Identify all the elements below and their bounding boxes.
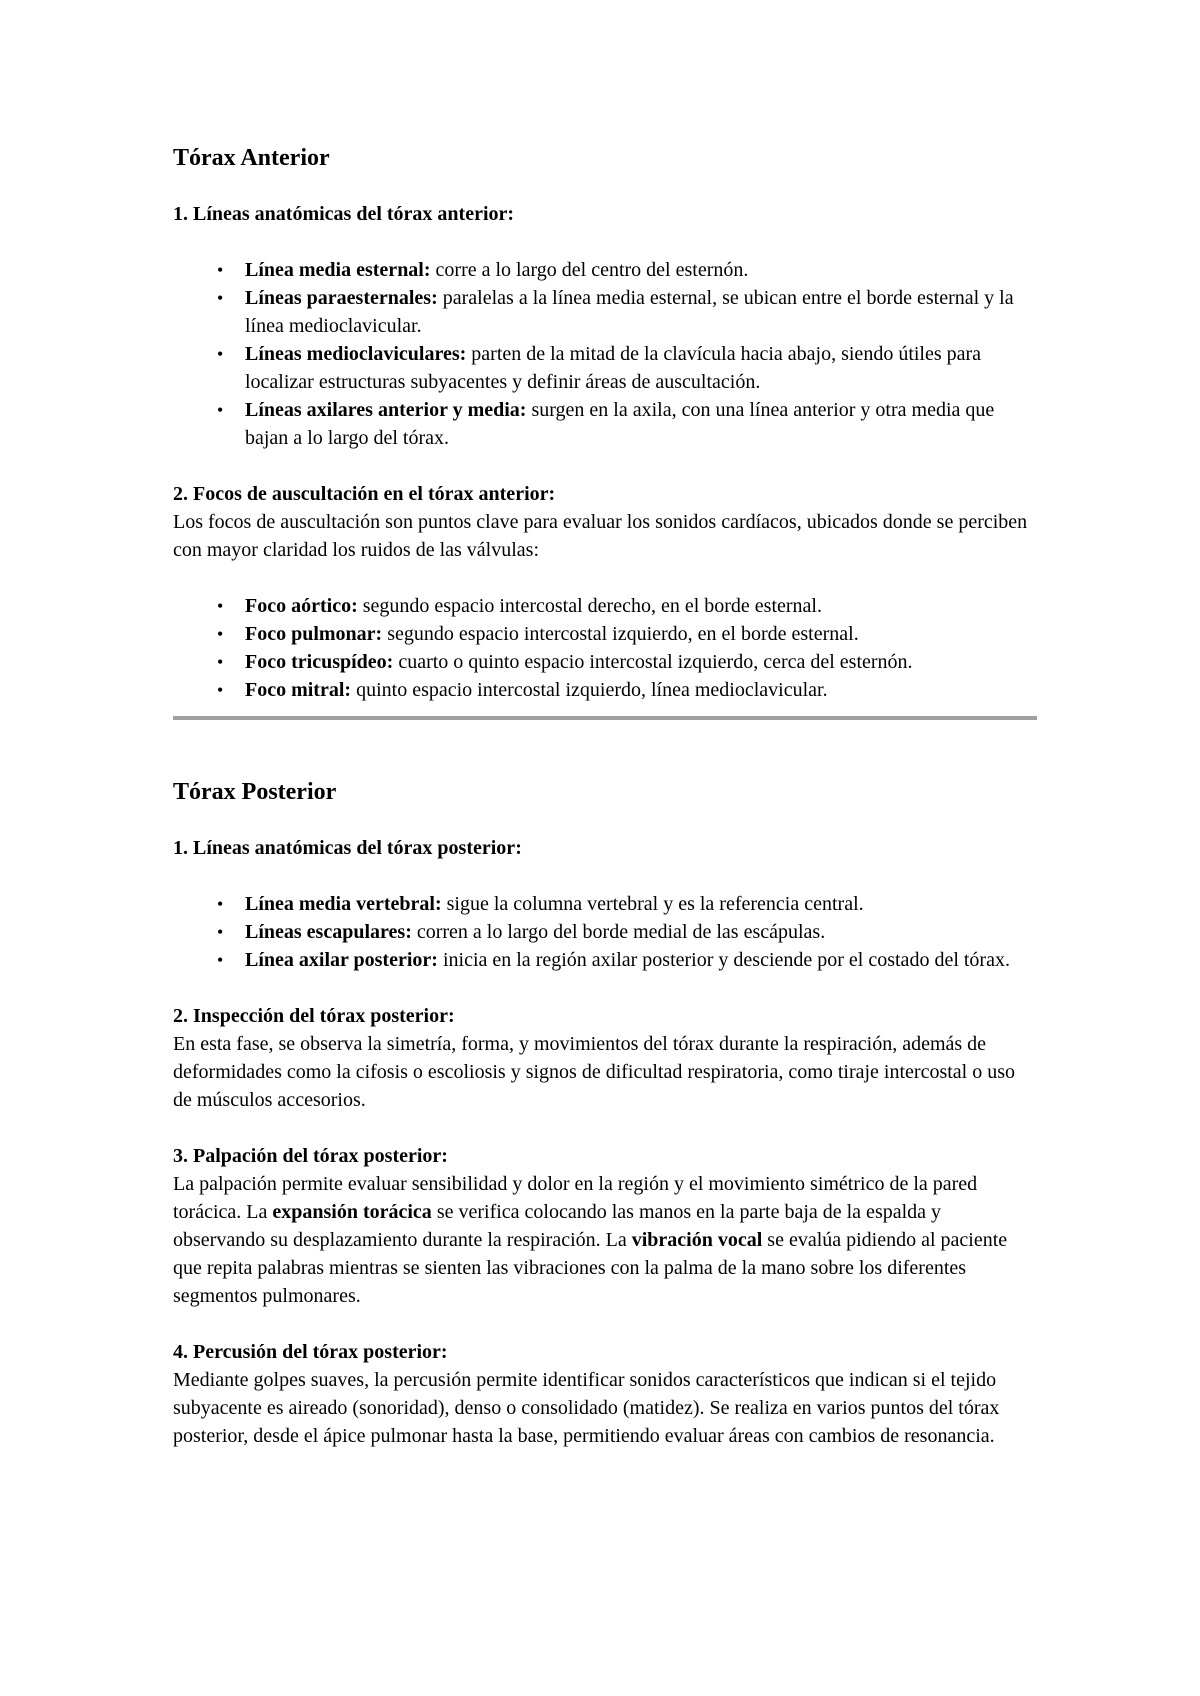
list-item [173, 620, 1037, 648]
section-title-anterior: Tórax Anterior [173, 145, 330, 171]
bullet-icon: • [217, 260, 224, 280]
paragraph-percussion: Mediante golpes suaves, la percusión permite identificar sonidos característicos que indican si el tejido subyacente es aireado (sonoridad), denso o consolidado (matidez). Se realiza en varios puntos del tórax posterior, desde el ápice pulmonar hasta la base, permitiendo evaluar áreas con cambios de resonancia. [173, 1369, 1000, 1447]
list-item [173, 918, 1037, 946]
posterior-lines-list [173, 890, 1037, 974]
palpation-text-2: se verifica colocando las manos en la parte baja de la espalda y observando su desplazamiento durante la respiración. La [173, 1201, 942, 1251]
list-item [173, 340, 1037, 396]
heading-posterior-palpation: 3. Palpación del tórax posterior: [173, 1145, 448, 1167]
section-title-posterior: Tórax Posterior [173, 779, 337, 805]
bullet-icon: • [217, 288, 224, 308]
list-item-term: Foco aórtico: [245, 595, 358, 617]
list-item [173, 648, 1037, 676]
list-item-term: Foco tricuspídeo: [245, 651, 394, 673]
bullet-icon: • [217, 400, 224, 420]
heading-posterior-lines: 1. Líneas anatómicas del tórax posterior: [173, 837, 522, 859]
list-item-text: segundo espacio intercostal izquierdo, en el borde esternal. [382, 623, 859, 645]
list-item [173, 256, 1037, 284]
heading-anterior-lines: 1. Líneas anatómicas del tórax anterior: [173, 203, 515, 225]
palpation-bold-vibration: vibración vocal [631, 1229, 763, 1251]
paragraph-auscultation-intro: Los focos de auscultación son puntos clave para evaluar los sonidos cardíacos, ubicados donde se perciben con mayor claridad los ruidos de las válvulas: [173, 511, 1028, 561]
list-item-term: Línea media esternal: [245, 259, 431, 281]
document-page [173, 144, 1037, 1450]
paragraph-inspection: En esta fase, se observa la simetría, forma, y movimientos del tórax durante la respiración, además de deformidades como la cifosis o escoliosis y signos de dificultad respiratoria, como tiraje intercostal o uso de músculos accesorios. [173, 1033, 1016, 1111]
auscultation-foci-list [173, 592, 1037, 704]
bullet-icon: • [217, 922, 224, 942]
bullet-icon: • [217, 680, 224, 700]
anterior-lines-list [173, 256, 1037, 452]
bullet-icon: • [217, 344, 224, 364]
list-item [173, 890, 1037, 918]
list-item-text: paralelas a la línea media esternal, se ubican entre el borde esternal y la línea medioclavicular. [245, 287, 1014, 337]
bullet-icon: • [217, 596, 224, 616]
list-item-text: corren a lo largo del borde medial de las escápulas. [411, 921, 826, 943]
bullet-icon: • [217, 950, 224, 970]
list-item-term: Líneas medioclaviculares: [245, 343, 467, 365]
list-item-term: Líneas escapulares: [245, 921, 412, 943]
list-item-text: cuarto o quinto espacio intercostal izquierdo, cerca del esternón. [393, 651, 913, 673]
bullet-icon: • [217, 894, 224, 914]
list-item [173, 592, 1037, 620]
list-item-term: Línea axilar posterior: [245, 949, 438, 971]
list-item-text: sigue la columna vertebral y es la referencia central. [441, 893, 864, 915]
list-item [173, 946, 1037, 974]
paragraph-palpation [173, 1170, 1037, 1310]
list-item [173, 284, 1037, 340]
palpation-text-3: se evalúa pidiendo al paciente que repita palabras mientras se sienten las vibraciones con la palma de la mano sobre los diferentes segmentos pulmonares. [173, 1229, 1008, 1307]
heading-posterior-inspection: 2. Inspección del tórax posterior: [173, 1005, 455, 1027]
heading-anterior-auscultation: 2. Focos de auscultación en el tórax anterior: [173, 483, 556, 505]
list-item-text: quinto espacio intercostal izquierdo, línea medioclavicular. [351, 679, 828, 701]
list-item-text: corre a lo largo del centro del esternón. [430, 259, 749, 281]
palpation-bold-expansion: expansión torácica [272, 1201, 432, 1223]
list-item-text: surgen en la axila, con una línea anterior y otra media que bajan a lo largo del tórax. [245, 399, 995, 449]
list-item-text: segundo espacio intercostal derecho, en el borde esternal. [357, 595, 822, 617]
bullet-icon: • [217, 624, 224, 644]
list-item-term: Foco mitral: [245, 679, 352, 701]
list-item-term: Líneas paraesternales: [245, 287, 438, 309]
heading-posterior-percussion: 4. Percusión del tórax posterior: [173, 1341, 448, 1363]
list-item [173, 396, 1037, 452]
bullet-icon: • [217, 652, 224, 672]
list-item [173, 676, 1037, 704]
list-item-text: parten de la mitad de la clavícula hacia abajo, siendo útiles para localizar estructuras subyacentes y definir áreas de auscultación. [245, 343, 982, 393]
list-item-text: inicia en la región axilar posterior y desciende por el costado del tórax. [437, 949, 1010, 971]
list-item-term: Líneas axilares anterior y media: [245, 399, 527, 421]
list-item-term: Línea media vertebral: [245, 893, 442, 915]
list-item-term: Foco pulmonar: [245, 623, 383, 645]
palpation-text-1: La palpación permite evaluar sensibilidad y dolor en la región y el movimiento simétrico de la pared torácica. La [173, 1173, 978, 1223]
